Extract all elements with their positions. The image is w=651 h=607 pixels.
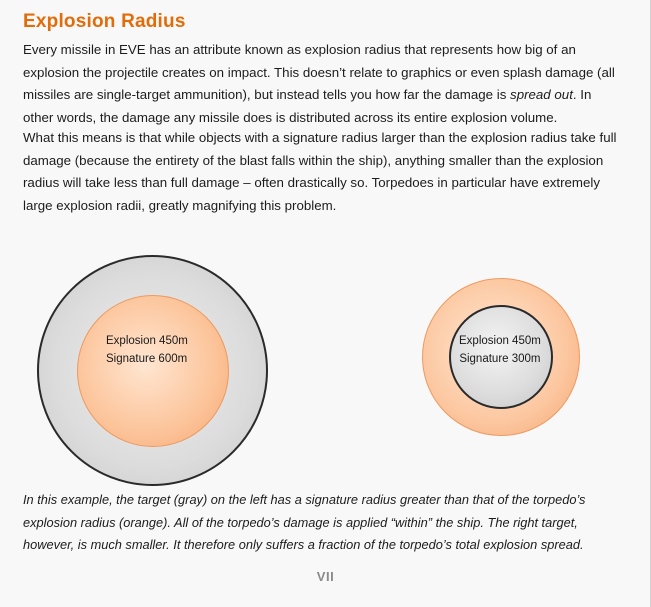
paragraph-signature-explanation: What this means is that while objects with a signature radius larger than the explosion radius take full damage (because the entirety of the blast falls within the ship), anything smaller than the explosion radius will take less than full damage – often drastically so. Torpedoes in particular have extremely large explosion radii, greatly magnifying this problem. bbox=[23, 130, 617, 213]
left-signature-label: Signature 600m bbox=[106, 353, 188, 365]
right-signature-label: Signature 300m bbox=[459, 353, 541, 365]
left-circle-label bbox=[106, 332, 188, 368]
left-explosion-circle bbox=[77, 295, 229, 447]
diagram-caption: In this example, the target (gray) on the left has a signature radius greater than that of the torpedo’s explosion radius (orange). All of the torpedo’s damage is applied “within” the ship. The right target, however, is much smaller. It therefore only suffers a fraction of the torpedo’s total explosion spread. bbox=[23, 492, 586, 553]
paragraph-explosion-radius bbox=[23, 39, 623, 129]
section-heading: Explosion Radius bbox=[23, 11, 186, 32]
explosion-diagram bbox=[0, 248, 651, 493]
left-explosion-label: Explosion 450m bbox=[106, 335, 188, 347]
right-explosion-label: Explosion 450m bbox=[459, 335, 541, 347]
right-circle-label bbox=[459, 332, 541, 368]
paragraph-text: Every missile in EVE has an attribute known as explosion radius that represents how big of an explosion the projectile creates on impact. This doesn’t relate to graphics or even splash damage (all missiles are single-target ammunition), but instead tells you how far the damage is bbox=[23, 42, 615, 103]
emphasis-text: spread out bbox=[510, 87, 573, 103]
page-number: VII bbox=[316, 569, 335, 584]
paragraph-text-cont: . In other words, the damage any missile does is distributed across its entire explosion volume. bbox=[23, 87, 592, 125]
